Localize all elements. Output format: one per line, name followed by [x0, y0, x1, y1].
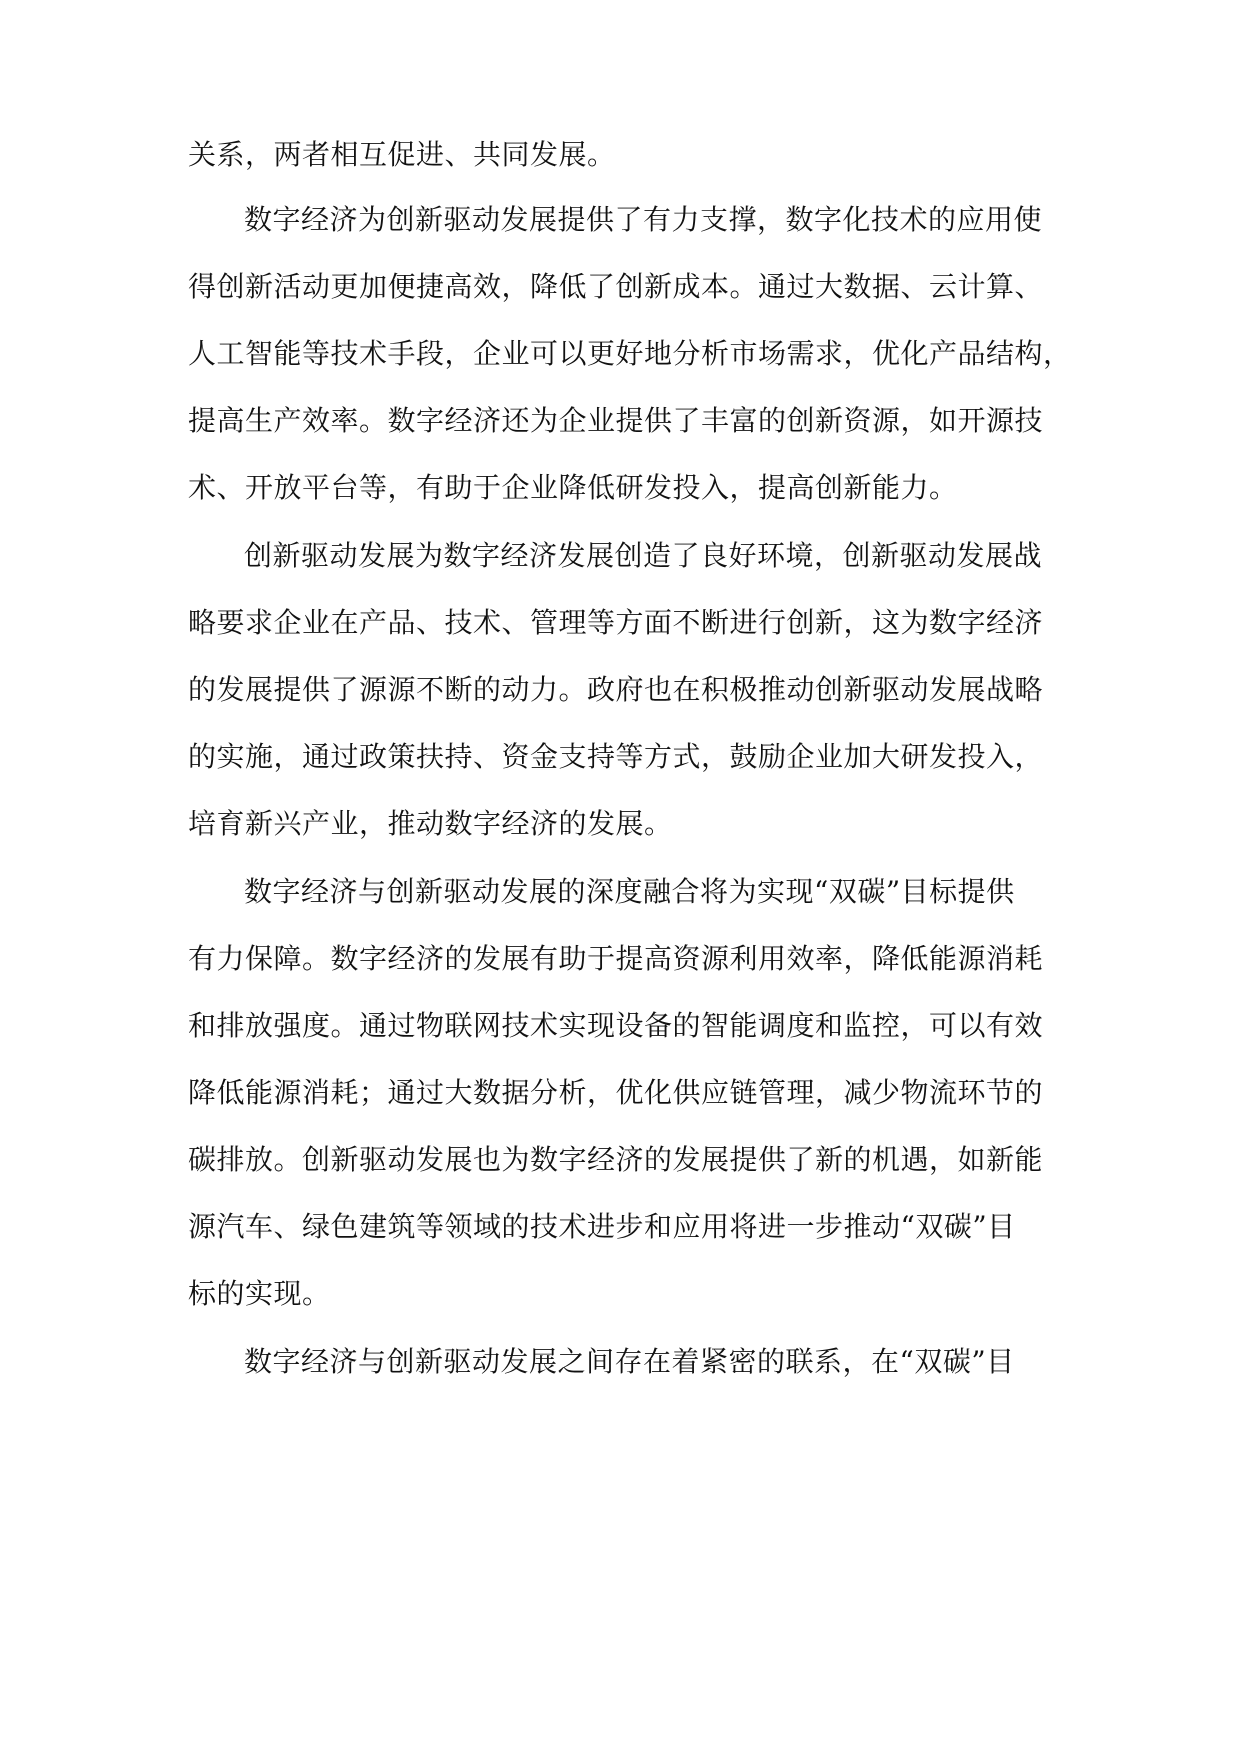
text-line: 术、开放平台等，有助于企业降低研发投入，提高创新能力。: [188, 471, 958, 504]
text-line: 有力保障。数字经济的发展有助于提高资源利用效率，降低能源消耗: [188, 942, 1044, 975]
paragraph-first-line: 数字经济与创新驱动发展的深度融合将为实现“双碳”目标提供: [244, 875, 1015, 908]
text-line: 源汽车、绿色建筑等领域的技术进步和应用将进一步推动“双碳”目: [188, 1210, 1016, 1243]
text-line: 的实施，通过政策扶持、资金支持等方式，鼓励企业加大研发投入，: [188, 740, 1044, 773]
text-line: 标的实现。: [188, 1277, 331, 1310]
text-line: 和排放强度。通过物联网技术实现设备的智能调度和监控，可以有效: [188, 1009, 1044, 1042]
text-line: 关系，两者相互促进、共同发展。: [188, 138, 616, 171]
text-line: 略要求企业在产品、技术、管理等方面不断进行创新，这为数字经济: [188, 606, 1044, 639]
paragraph-first-line: 创新驱动发展为数字经济发展创造了良好环境，创新驱动发展战: [244, 539, 1043, 572]
text-line: 得创新活动更加便捷高效，降低了创新成本。通过大数据、云计算、: [188, 270, 1044, 303]
text-line: 人工智能等技术手段，企业可以更好地分析市场需求，优化产品结构，: [188, 337, 1072, 370]
text-line: 降低能源消耗；通过大数据分析，优化供应链管理，减少物流环节的: [188, 1076, 1044, 1109]
text-line: 培育新兴产业，推动数字经济的发展。: [188, 807, 673, 840]
paragraph-first-line: 数字经济与创新驱动发展之间存在着紧密的联系，在“双碳”目: [244, 1345, 1015, 1378]
text-line: 的发展提供了源源不断的动力。政府也在积极推动创新驱动发展战略: [188, 673, 1044, 706]
text-line: 提高生产效率。数字经济还为企业提供了丰富的创新资源，如开源技: [188, 404, 1044, 437]
text-line: 碳排放。创新驱动发展也为数字经济的发展提供了新的机遇，如新能: [188, 1143, 1044, 1176]
paragraph-first-line: 数字经济为创新驱动发展提供了有力支撑，数字化技术的应用使: [244, 203, 1043, 236]
